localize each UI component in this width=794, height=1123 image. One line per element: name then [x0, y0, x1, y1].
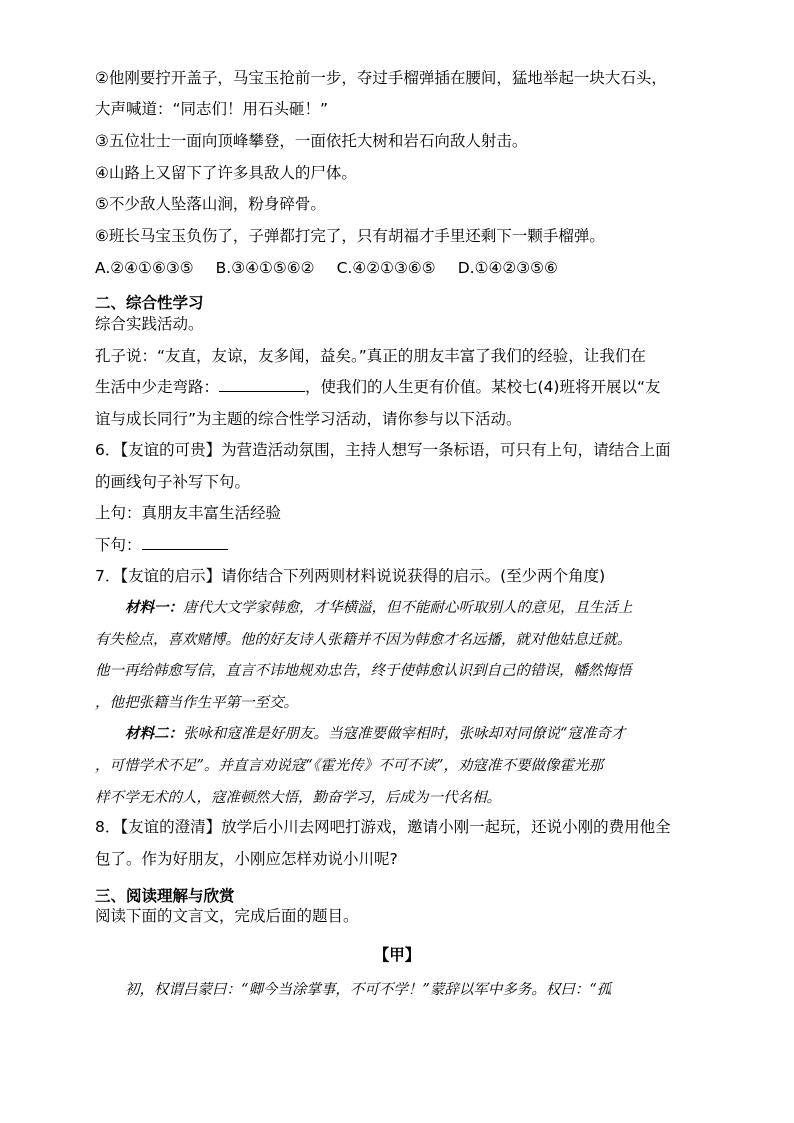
passage-jia-title: 【甲】 — [373, 946, 421, 964]
material-2-line-3: 样不学无术的人，寇准顿然大悟，勤奋学习，后成为一代名相。 — [95, 790, 501, 806]
material-1-line-3: 他一再给韩愈写信，直言不讳地规劝忠告，终于使韩愈认识到自己的错误，幡然悔悟 — [95, 663, 632, 679]
q6-line-1: 6．【友谊的可贵】为营造活动氛围，主持人想写一条标语，可只有上句，请结合上面 — [95, 441, 671, 459]
q6-line-2: 的画线句子补写下句。 — [95, 473, 251, 491]
q5-line-3: ③五位壮士一面向顶峰攀登，一面依托大树和岩石向敌人射击。 — [95, 132, 528, 150]
q5-line-5: ⑤不少敌人坠落山涧，粉身碎骨。 — [95, 195, 326, 213]
option-c: C.④②①③⑥⑤ — [336, 259, 436, 277]
section-3-intro: 阅读下面的文言文，完成后面的题目。 — [95, 907, 359, 925]
material-2-text: 张咏和寇准是好朋友。当寇准要做宰相时，张咏却对同僚说“寇准奇才 — [183, 726, 626, 742]
answer-blank — [142, 535, 228, 550]
material-2-line-2: ，可惜学术不足”。并直言劝说寇“《霍光传》不可不读”，劝寇准不要做像霍光那 — [95, 758, 603, 774]
option-d: D.①④②③⑤⑥ — [457, 259, 558, 277]
lower-label: 下句： — [95, 536, 142, 554]
option-a: A.②④①⑥③⑤ — [95, 259, 194, 277]
para-text-b: ，使我们的人生更有价值。某校七(4)班将开展以“友 — [305, 378, 661, 396]
section-2-intro: 综合实践活动。 — [95, 315, 204, 333]
para-text-a: 生活中少走弯路： — [95, 378, 220, 396]
q6-upper-line: 上句：真朋友丰富生活经验 — [95, 504, 282, 522]
q6-lower-line — [95, 535, 228, 555]
section-2-para-line-3: 谊与成长同行”为主题的综合性学习活动，请你参与以下活动。 — [95, 410, 522, 428]
q5-line-6: ⑥班长马宝玉负伤了，子弹都打完了，只有胡福才手里还剩下一颗手榴弹。 — [95, 227, 605, 245]
q7-line: 7．【友谊的启示】请你结合下列两则材料说说获得的启示。(至少两个角度) — [95, 567, 606, 585]
q8-line-2: 包了。作为好朋友，小刚应怎样劝说小川呢? — [95, 850, 398, 868]
section-2-para-line-2 — [95, 377, 661, 397]
q5-line-2: ②他刚要拧开盖子，马宝玉抢前一步，夺过手榴弹插在腰间，猛地举起一块大石头， — [95, 69, 667, 87]
section-2-heading: 二、综合性学习 — [95, 294, 204, 312]
q5-line-4: ④山路上又留下了许多具敌人的尸体。 — [95, 164, 357, 182]
q5-line-2-cont: 大声喊道：“同志们！用石头砸！” — [95, 100, 329, 118]
section-2-para-line-1: 孔子说：“友直，友谅，友多闻，益矣。”真正的朋友丰富了我们的经验，让我们在 — [95, 347, 646, 365]
q8-line-1: 8．【友谊的澄清】放学后小川去网吧打游戏，邀请小刚一起玩，还说小刚的费用他全 — [95, 818, 671, 836]
q5-options — [95, 258, 580, 278]
material-1-line-4: ，他把张籍当作生平第一至交。 — [95, 695, 298, 711]
material-1-line-2: 有失检点，喜欢赌博。他的好友诗人张籍并不因为韩愈才名远播，就对他姑息迁就。 — [95, 632, 632, 648]
material-1-line-1 — [125, 598, 633, 618]
fill-blank — [219, 377, 305, 392]
material-1-text: 唐代大文学家韩愈，才华横溢，但不能耐心听取别人的意见，且生活上 — [183, 600, 633, 616]
material-2-line-1 — [125, 724, 625, 744]
option-b: B.③④①⑤⑥② — [215, 259, 315, 277]
material-1-label: 材料一： — [125, 599, 183, 616]
section-3-heading: 三、阅读理解与欣赏 — [95, 887, 235, 905]
material-2-label: 材料二： — [125, 725, 183, 742]
passage-jia-line-1: 初，权谓吕蒙曰：“卿今当涂掌事，不可不学！”蒙辞以军中多务。权曰：“孤 — [125, 982, 612, 998]
